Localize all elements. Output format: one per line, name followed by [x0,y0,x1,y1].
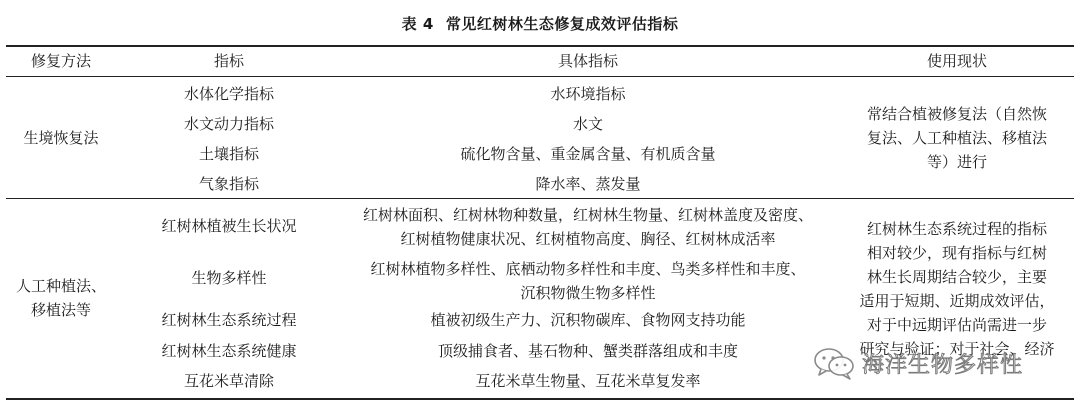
detail-water-environment: 水环境指标 [550,85,626,103]
method-planting-line2: 移植法等 [30,301,91,319]
table-caption-title: 常见红树林生态修复成效评估指标 [445,15,679,33]
table-header-rule [6,76,1074,77]
status-group2-line1: 红树林生态系统过程的指标 [866,220,1047,238]
detail-hydrology: 水文 [572,115,603,133]
table-caption-number: 表 4 [401,15,434,33]
wechat-icon [812,346,856,380]
watermark-text: 海洋生物多样性 [862,352,1024,378]
table-group-divider [6,198,1074,199]
detail-ecosystem-health: 顶级捕食者、基石物种、蟹类群落组成和丰度 [437,342,738,360]
status-group1-line3: 等）进行 [926,153,987,171]
header-status: 使用现状 [926,52,987,70]
status-group2-line6: 研究与验证；对于社会、经济 [859,340,1055,358]
watermark [812,343,1074,383]
detail-vegetation-line2: 红树植物健康状况、红树植物高度、胸径、红树林成活率 [400,230,776,248]
status-group2-line4: 适用于短期、近期成效评估， [859,292,1055,310]
table-top-rule [6,45,1074,47]
detail-biodiversity-line2: 沉积物微生物多样性 [520,284,656,302]
detail-biodiversity-line1: 红树林植物多样性、底栖动物多样性和丰度、鸟类多样性和丰度、 [370,260,806,278]
detail-precipitation-evaporation: 降水率、蒸发量 [535,175,641,193]
detail-vegetation-line1: 红树林面积、红树林物种数量，红树林生物量、红树林盖度及密度、 [362,206,813,224]
table-bottom-rule [6,398,1074,400]
status-group2-line2: 相对较少，现有指标与红树 [866,244,1047,262]
detail-soil-contents: 硫化物含量、重金属含量、有机质含量 [460,145,716,163]
header-detail: 具体指标 [557,52,618,70]
indicator-ecosystem-health: 红树林生态系统健康 [161,342,297,360]
header-method: 修复方法 [30,52,91,70]
method-habitat-restoration: 生境恢复法 [23,129,99,147]
status-group2-line5: 对于中远期评估尚需进一步 [866,316,1047,334]
detail-ecosystem-process: 植被初级生产力、沉积物碳库、食物网支持功能 [430,311,746,329]
indicator-soil: 土壤指标 [198,145,259,163]
indicator-meteorology: 气象指标 [198,175,259,193]
indicator-biodiversity: 生物多样性 [191,269,267,287]
method-planting-line1: 人工种植法、 [15,277,106,295]
indicator-water-chemistry: 水体化学指标 [183,85,274,103]
header-indicator: 指标 [213,52,244,70]
table-caption [0,13,1080,34]
indicator-spartina-removal: 互花米草清除 [183,372,274,390]
status-group1-line2: 复法、人工种植法、移植法 [866,129,1047,147]
indicator-ecosystem-process: 红树林生态系统过程 [161,311,297,329]
detail-spartina: 互花米草生物量、互花米草复发率 [475,372,701,390]
indicator-vegetation-growth: 红树林植被生长状况 [161,217,297,235]
indicator-hydrodynamics: 水文动力指标 [183,115,274,133]
status-group2-line3: 林生长周期结合较少，主要 [866,268,1047,286]
status-group1-line1: 常结合植被修复法（自然恢 [866,105,1047,123]
